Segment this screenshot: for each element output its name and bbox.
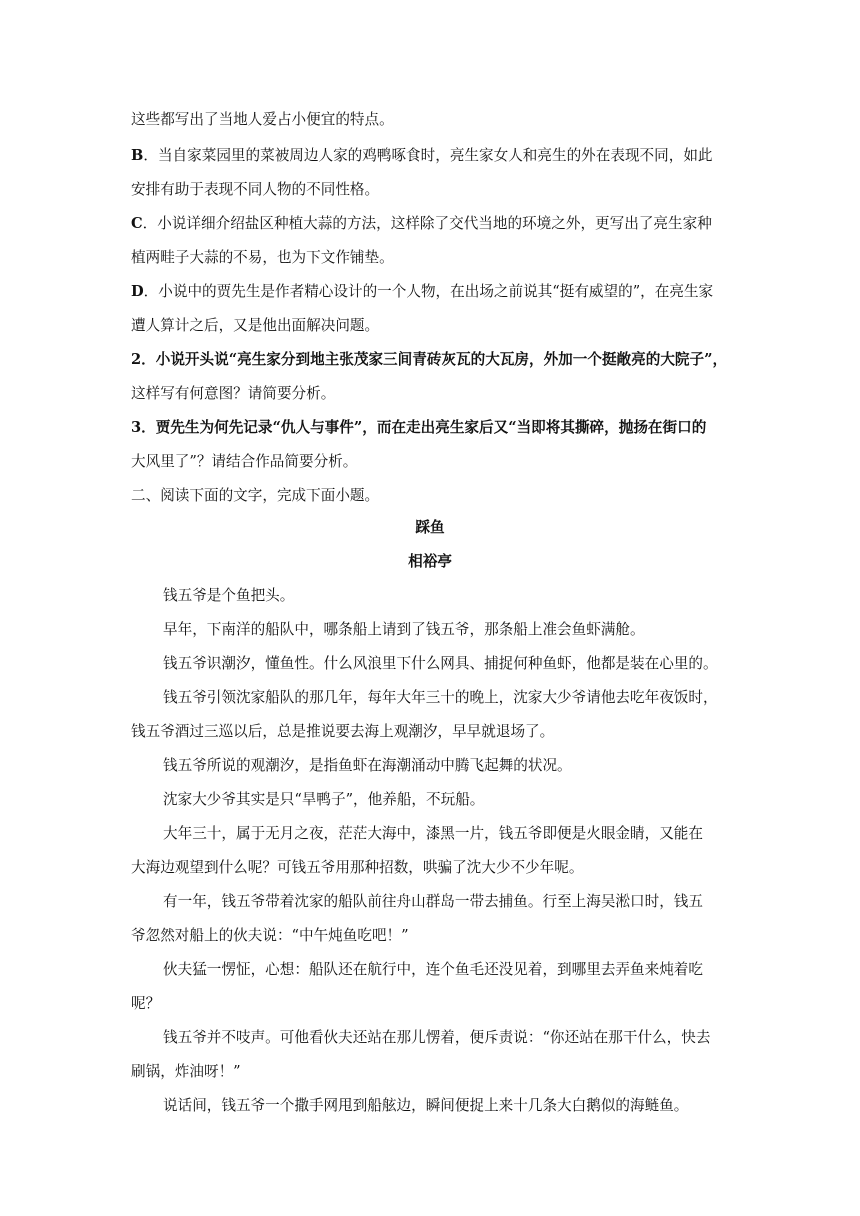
story-paragraph: 钱五爷识潮汐，懂鱼性。什么风浪里下什么网具、捕捉何种鱼虾，他都是装在心里的。 (163, 655, 718, 672)
option-b-text: ．当自家菜园里的菜被周边人家的鸡鸭啄食时，亮生家女人和亮生的外在表现不同，如此 (143, 147, 713, 164)
story-paragraph: 钱五爷所说的观潮汐，是指鱼虾在海潮涌动中腾飞起舞的状况。 (163, 757, 572, 774)
story-paragraph: 钱五爷并不吱声。可他看伙夫还站在那儿愣着，便斥责说：“你还站在那干什么，快去 (163, 1029, 711, 1046)
story-paragraph-continued: 爷忽然对船上的伙夫说：“中午炖鱼吃吧！” (131, 927, 409, 944)
story-paragraph-continued: 呢？ (131, 995, 161, 1012)
option-d-label: D (131, 283, 144, 300)
question-3: 3．贾先生为何先记录“仇人与事件”，而在走出亮生家后又“当即将其撕碎，抛扬在街口的 (131, 419, 707, 436)
option-c-label: C (131, 215, 143, 232)
section-heading: 二、阅读下面的文字，完成下面小题。 (131, 487, 380, 504)
option-c-text: ．小说详细介绍盐区种植大蒜的方法，这样除了交代当地的环境之外，更写出了亮生家种 (142, 215, 712, 232)
option-b (131, 146, 731, 166)
option-b-label: B (131, 147, 144, 164)
option-c-continued: 植两畦子大蒜的不易，也为下文作铺垫。 (131, 249, 394, 266)
story-paragraph: 说话间，钱五爷一个撒手网甩到船舷边，瞬间便捉上来十几条大白鹅似的海鲢鱼。 (163, 1097, 689, 1114)
story-paragraph-continued: 钱五爷酒过三巡以后，总是推说要去海上观潮汐，早早就退场了。 (131, 723, 555, 740)
story-paragraph: 早年，下南洋的船队中，哪条船上请到了钱五爷，那条船上准会鱼虾满舱。 (163, 621, 645, 638)
option-d-continued: 遭人算计之后，又是他出面解决问题。 (131, 317, 380, 334)
story-paragraph-continued: 大海边观望到什么呢？可钱五爷用那种招数，哄骗了沈大少不少年呢。 (131, 859, 584, 876)
story-paragraph: 钱五爷是个鱼把头。 (163, 587, 295, 604)
story-paragraph: 钱五爷引领沈家船队的那几年，每年大年三十的晚上，沈家大少爷请他去吃年夜饭时， (163, 689, 718, 706)
question-2-continued: 这样写有何意图？请简要分析。 (131, 385, 336, 402)
story-title: 踩鱼 (415, 519, 445, 536)
option-d (131, 282, 731, 302)
option-c (131, 214, 731, 234)
story-paragraph: 沈家大少爷其实是只“旱鸭子”，他养船，不玩船。 (163, 791, 485, 808)
story-paragraph-continued: 刷锅，炸油呀！” (131, 1063, 241, 1080)
option-a-tail: 这些都写出了当地人爱占小便宜的特点。 (131, 111, 394, 128)
story-paragraph: 有一年，钱五爷带着沈家的船队前往舟山群岛一带去捕鱼。行至上海吴淞口时，钱五 (163, 893, 703, 910)
option-b-continued: 安排有助于表现不同人物的不同性格。 (131, 181, 380, 198)
question-2: 2．小说开头说“亮生家分到地主张茂家三间青砖灰瓦的大瓦房，外加一个挺敞亮的大院子”， (131, 351, 728, 368)
story-author: 相裕亭 (408, 553, 452, 570)
story-paragraph: 伙夫猛一愣怔，心想：船队还在航行中，连个鱼毛还没见着，到哪里去弄鱼来炖着吃 (163, 961, 703, 978)
question-3-continued: 大风里了”？请结合作品简要分析。 (131, 453, 358, 470)
story-paragraph: 大年三十，属于无月之夜，茫茫大海中，漆黑一片，钱五爷即便是火眼金睛，又能在 (163, 825, 703, 842)
option-d-text: ．小说中的贾先生是作者精心设计的一个人物，在出场之前说其“挺有威望的”，在亮生家 (143, 283, 714, 300)
